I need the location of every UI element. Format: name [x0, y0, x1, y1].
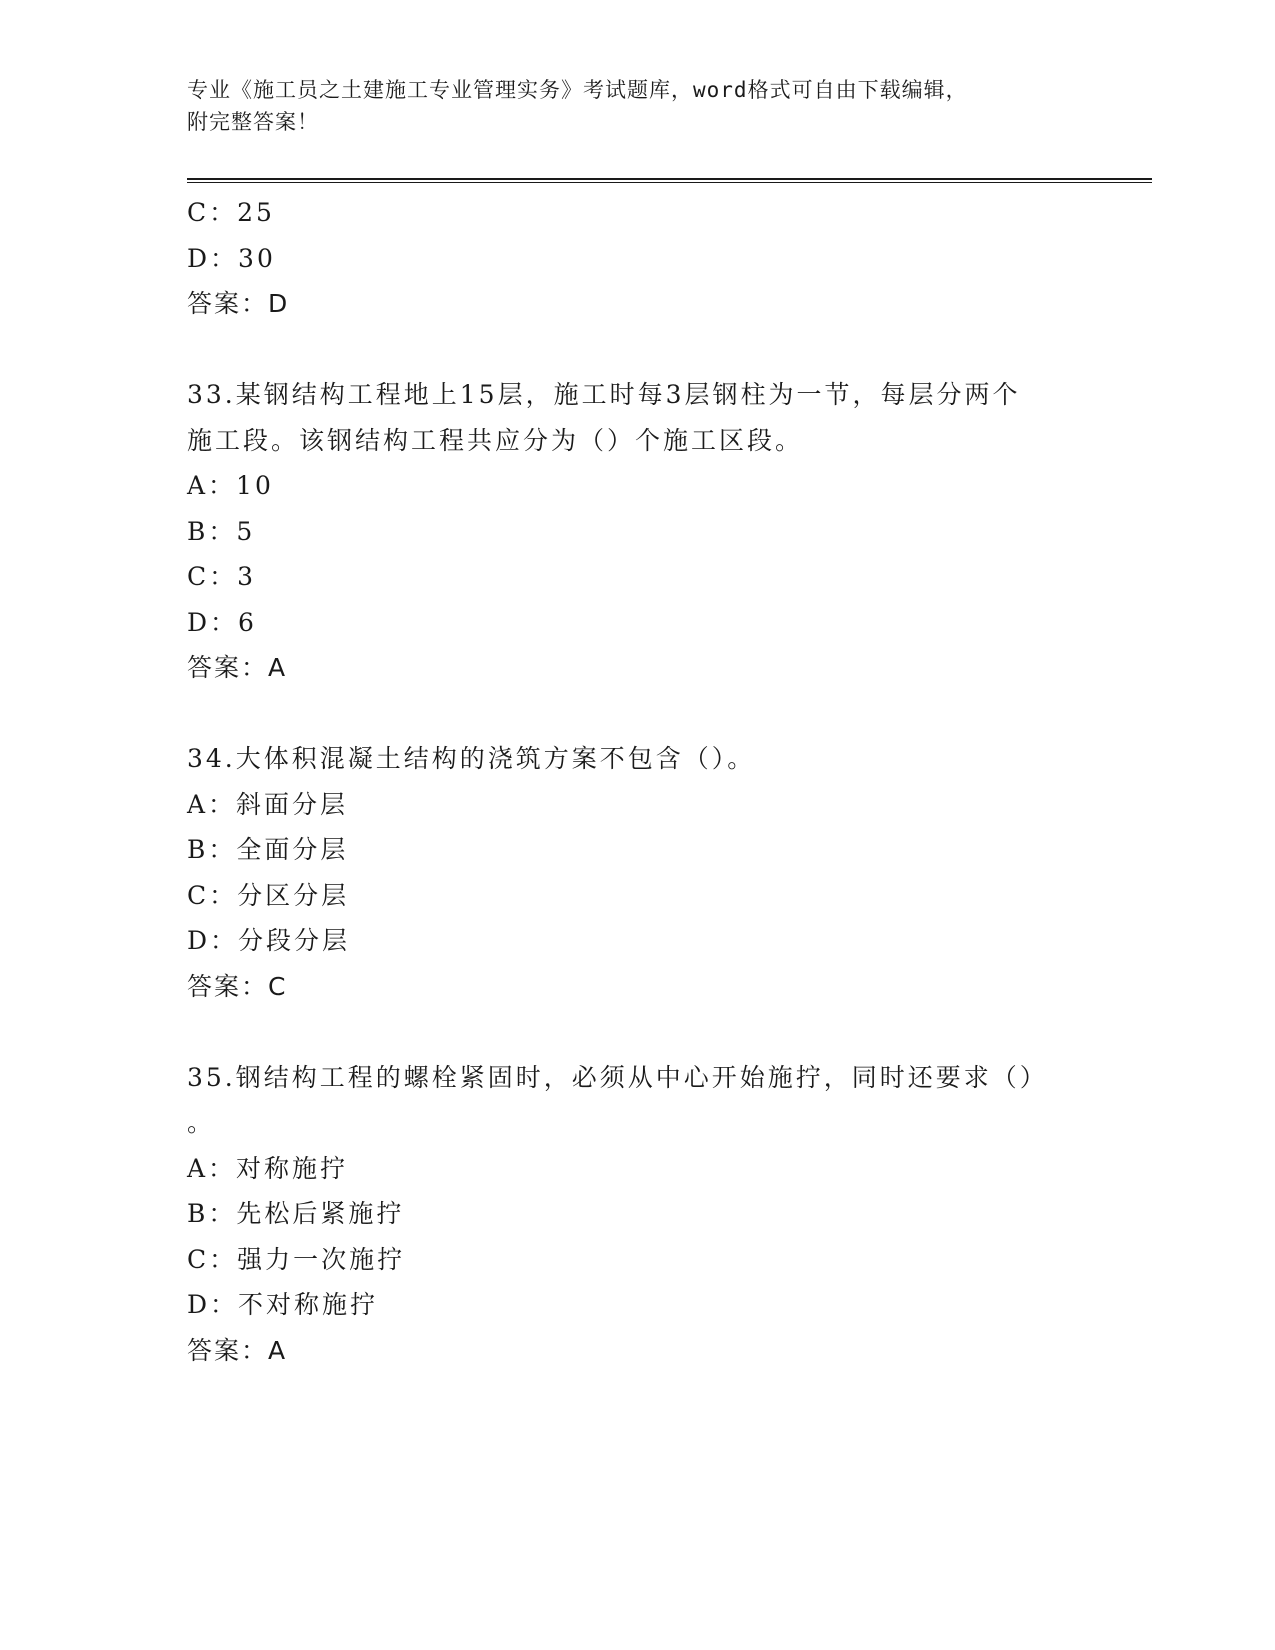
- question-stem-line: 。: [187, 1108, 216, 1137]
- question-33: [187, 372, 1067, 691]
- option-d: D：30: [187, 243, 276, 273]
- option-b: B：先松后紧施拧: [187, 1199, 405, 1228]
- option-a: A：斜面分层: [187, 789, 349, 819]
- question-35: [187, 1055, 1067, 1374]
- option-d: D：分段分层: [187, 926, 351, 955]
- answer-label: 答案：A: [187, 1335, 288, 1365]
- spacer: [187, 327, 1067, 373]
- question-stem-line: 34.大体积混凝土结构的浇筑方案不包含（）。: [187, 744, 756, 773]
- option-d: D：6: [187, 607, 257, 637]
- question-content: [187, 190, 1067, 1373]
- option-c: C：3: [187, 562, 257, 591]
- header-divider-thick: [187, 178, 1152, 180]
- spacer: [187, 1009, 1067, 1055]
- option-c: C：强力一次施拧: [187, 1244, 406, 1274]
- question-stem-line: 33.某钢结构工程地上15层，施工时每3层钢柱为一节，每层分两个: [187, 380, 1021, 409]
- option-c: C：25: [187, 198, 275, 227]
- option-c: C：分区分层: [187, 880, 350, 910]
- question-stem-line: 施工段。该钢结构工程共应分为（）个施工区段。: [187, 425, 804, 455]
- option-a: A：10: [187, 471, 274, 500]
- question-34: [187, 736, 1067, 1009]
- document-header: [187, 74, 1067, 138]
- question-32-continued: [187, 190, 1067, 327]
- answer-label: 答案：D: [187, 289, 290, 318]
- answer-label: 答案：C: [187, 971, 288, 1001]
- option-a: A：对称施拧: [187, 1153, 349, 1183]
- option-b: B：全面分层: [187, 835, 349, 864]
- header-divider-thin: [187, 182, 1152, 183]
- option-b: B：5: [187, 516, 256, 546]
- answer-label: 答案：A: [187, 653, 288, 682]
- header-line-2: 附完整答案！: [187, 110, 319, 134]
- option-d: D：不对称施拧: [187, 1290, 379, 1319]
- header-line-1: 专业《施工员之土建施工专业管理实务》考试题库，word格式可自由下载编辑，: [187, 78, 968, 102]
- spacer: [187, 691, 1067, 737]
- question-stem-line: 35.钢结构工程的螺栓紧固时，必须从中心开始施拧，同时还要求（）: [187, 1062, 1048, 1092]
